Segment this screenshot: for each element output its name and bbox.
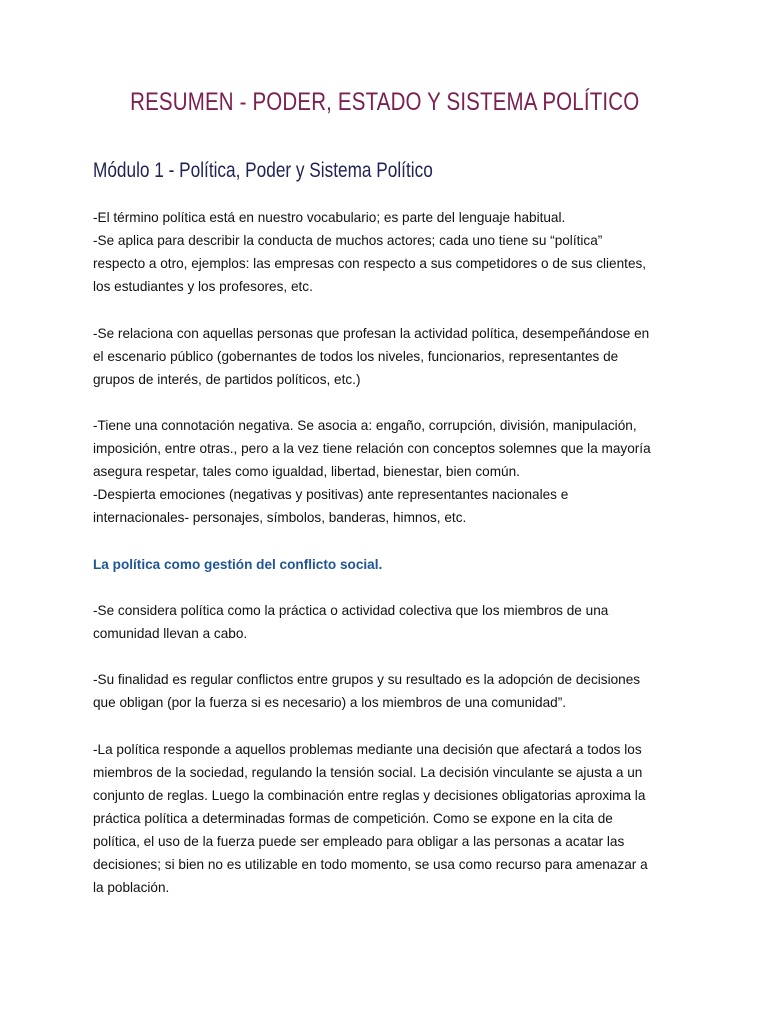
- paragraph-line: comunidad llevan a cabo.: [93, 626, 248, 641]
- paragraph-line: decisiones; si bien no es utilizable en todo momento, se usa como recurso para amenazar a: [93, 857, 648, 872]
- paragraph-line: miembros de la sociedad, regulando la tensión social. La decisión vinculante se ajusta a un: [93, 765, 643, 780]
- paragraph-line: internacionales- personajes, símbolos, banderas, himnos, etc.: [93, 510, 467, 525]
- module-title: Módulo 1 - Política, Poder y Sistema Político: [93, 159, 433, 182]
- paragraph-line: práctica política a determinadas formas de competición. Como se expone en la cita de: [93, 811, 613, 826]
- paragraph-line: -Su finalidad es regular conflictos entre grupos y su resultado es la adopción de decisiones: [93, 672, 641, 687]
- paragraph-1: [93, 206, 693, 298]
- paragraph-2: [93, 322, 693, 391]
- paragraph-line: respecto a otro, ejemplos: las empresas con respecto a sus competidores o de sus clientes,: [93, 256, 647, 271]
- section-heading: La política como gestión del conflicto social.: [93, 557, 383, 572]
- paragraph-line: imposición, entre otras., pero a la vez tiene relación con conceptos solemnes que la mayoría: [93, 441, 651, 456]
- paragraph-line: -La política responde a aquellos problemas mediante una decisión que afectará a todos los: [93, 742, 642, 757]
- paragraph-5: [93, 668, 693, 714]
- paragraph-line: el escenario público (gobernantes de todos los niveles, funcionarios, representantes de: [93, 349, 619, 364]
- paragraph-4: [93, 599, 693, 645]
- paragraph-line: -El término política está en nuestro vocabulario; es parte del lenguaje habitual.: [93, 210, 566, 225]
- paragraph-line: la población.: [93, 880, 170, 895]
- paragraph-line: asegura respetar, tales como igualdad, libertad, bienestar, bien común.: [93, 464, 520, 479]
- paragraph-line: grupos de interés, de partidos políticos, etc.): [93, 372, 361, 387]
- paragraph-line: -Tiene una connotación negativa. Se asocia a: engaño, corrupción, división, manipulación,: [93, 418, 637, 433]
- paragraph-line: -Despierta emociones (negativas y positivas) ante representantes nacionales e: [93, 487, 569, 502]
- paragraph-line: -Se relaciona con aquellas personas que profesan la actividad política, desempeñándose en: [93, 326, 650, 341]
- paragraph-line: que obligan (por la fuerza si es necesario) a los miembros de una comunidad”.: [93, 695, 567, 710]
- paragraph-line: conjunto de reglas. Luego la combinación entre reglas y decisiones obligatorias aproxima la: [93, 788, 646, 803]
- paragraph-line: política, el uso de la fuerza puede ser empleado para obligar a las personas a acatar las: [93, 834, 625, 849]
- document-title: RESUMEN - PODER, ESTADO Y SISTEMA POLÍTICO: [130, 88, 640, 116]
- paragraph-line: -Se aplica para describir la conducta de muchos actores; cada uno tiene su “política”: [93, 233, 603, 248]
- paragraph-line: -Se considera política como la práctica o actividad colectiva que los miembros de una: [93, 603, 609, 618]
- paragraph-6: [93, 738, 693, 899]
- paragraph-line: los estudiantes y los profesores, etc.: [93, 279, 313, 294]
- paragraph-3: [93, 414, 693, 529]
